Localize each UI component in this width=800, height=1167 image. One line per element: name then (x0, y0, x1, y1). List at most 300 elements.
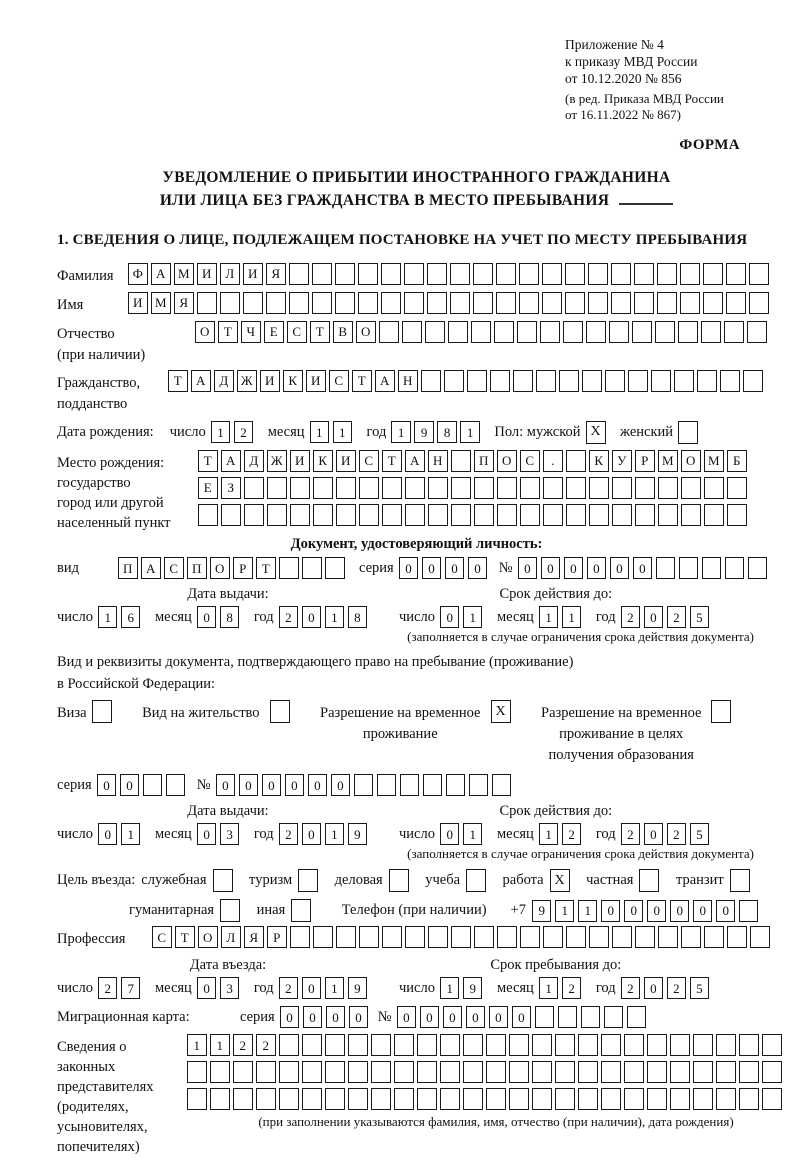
char-box[interactable]: Б (727, 450, 747, 472)
char-box[interactable]: 1 (187, 1034, 207, 1056)
char-box[interactable]: Я (266, 263, 286, 285)
char-box[interactable]: . (543, 450, 563, 472)
char-box[interactable]: В (333, 321, 353, 343)
char-box[interactable] (474, 504, 494, 526)
char-box[interactable] (486, 1088, 506, 1110)
char-box[interactable] (389, 869, 409, 892)
char-box[interactable]: С (164, 557, 184, 579)
char-box[interactable]: 1 (460, 421, 480, 443)
char-box[interactable]: 0 (564, 557, 584, 579)
char-box[interactable] (289, 292, 309, 314)
char-box[interactable] (681, 926, 701, 948)
char-box[interactable] (639, 869, 659, 892)
char-box[interactable] (210, 1088, 230, 1110)
char-box[interactable]: П (187, 557, 207, 579)
char-box[interactable]: Р (267, 926, 287, 948)
char-box[interactable] (359, 504, 379, 526)
char-box[interactable]: X (586, 421, 606, 444)
char-box[interactable] (670, 1034, 690, 1056)
char-box[interactable] (727, 477, 747, 499)
char-box[interactable] (532, 1034, 552, 1056)
char-box[interactable]: 2 (279, 606, 299, 628)
char-box[interactable] (581, 1006, 601, 1028)
char-box[interactable]: 0 (466, 1006, 486, 1028)
char-box[interactable] (371, 1034, 391, 1056)
char-box[interactable]: 1 (562, 606, 582, 628)
char-box[interactable] (474, 477, 494, 499)
char-box[interactable] (704, 477, 724, 499)
char-box[interactable]: 2 (279, 977, 299, 999)
char-box[interactable] (427, 292, 447, 314)
char-box[interactable] (679, 557, 699, 579)
char-box[interactable] (298, 869, 318, 892)
char-box[interactable] (730, 869, 750, 892)
char-box[interactable] (693, 1034, 713, 1056)
char-box[interactable] (509, 1088, 529, 1110)
char-box[interactable] (519, 263, 539, 285)
char-box[interactable] (750, 926, 770, 948)
char-box[interactable] (335, 292, 355, 314)
char-box[interactable]: М (704, 450, 724, 472)
char-box[interactable]: 2 (234, 421, 254, 443)
char-box[interactable]: 0 (670, 900, 690, 922)
char-box[interactable] (428, 926, 448, 948)
char-box[interactable] (497, 926, 517, 948)
char-box[interactable] (289, 263, 309, 285)
char-box[interactable] (425, 321, 445, 343)
char-box[interactable] (635, 926, 655, 948)
char-box[interactable] (658, 926, 678, 948)
char-box[interactable] (716, 1034, 736, 1056)
char-box[interactable]: 0 (633, 557, 653, 579)
char-box[interactable] (490, 370, 510, 392)
char-box[interactable] (605, 370, 625, 392)
char-box[interactable] (658, 504, 678, 526)
char-box[interactable] (565, 292, 585, 314)
char-box[interactable] (359, 926, 379, 948)
char-box[interactable] (604, 1006, 624, 1028)
char-box[interactable] (400, 774, 420, 796)
char-box[interactable]: 8 (437, 421, 457, 443)
char-box[interactable] (463, 1034, 483, 1056)
char-box[interactable]: X (550, 869, 570, 892)
char-box[interactable]: 9 (348, 823, 368, 845)
char-box[interactable] (635, 504, 655, 526)
char-box[interactable]: 1 (121, 823, 141, 845)
char-box[interactable] (371, 1061, 391, 1083)
char-box[interactable] (313, 926, 333, 948)
char-box[interactable]: 0 (399, 557, 419, 579)
char-box[interactable] (450, 263, 470, 285)
char-box[interactable]: А (141, 557, 161, 579)
char-box[interactable] (726, 292, 746, 314)
char-box[interactable]: 2 (98, 977, 118, 999)
char-box[interactable] (354, 774, 374, 796)
char-box[interactable] (716, 1061, 736, 1083)
char-box[interactable] (697, 370, 717, 392)
char-box[interactable]: У (612, 450, 632, 472)
char-box[interactable] (348, 1034, 368, 1056)
char-box[interactable]: 0 (624, 900, 644, 922)
char-box[interactable] (312, 292, 332, 314)
char-box[interactable]: И (336, 450, 356, 472)
char-box[interactable] (325, 1088, 345, 1110)
char-box[interactable]: С (287, 321, 307, 343)
char-box[interactable]: Р (233, 557, 253, 579)
char-box[interactable] (632, 321, 652, 343)
char-box[interactable]: 0 (239, 774, 259, 796)
char-box[interactable] (496, 263, 516, 285)
char-box[interactable]: 2 (667, 977, 687, 999)
char-box[interactable] (302, 1034, 322, 1056)
char-box[interactable] (348, 1061, 368, 1083)
char-box[interactable]: И (243, 263, 263, 285)
char-box[interactable]: 0 (98, 823, 118, 845)
char-box[interactable] (467, 370, 487, 392)
char-box[interactable] (635, 477, 655, 499)
char-box[interactable] (220, 292, 240, 314)
char-box[interactable]: Е (264, 321, 284, 343)
char-box[interactable] (446, 774, 466, 796)
char-box[interactable] (279, 1034, 299, 1056)
char-box[interactable]: 0 (303, 1006, 323, 1028)
char-box[interactable]: И (197, 263, 217, 285)
char-box[interactable]: Л (220, 263, 240, 285)
char-box[interactable] (471, 321, 491, 343)
char-box[interactable] (404, 263, 424, 285)
char-box[interactable] (394, 1061, 414, 1083)
char-box[interactable] (290, 926, 310, 948)
char-box[interactable] (382, 926, 402, 948)
char-box[interactable] (517, 321, 537, 343)
char-box[interactable]: Я (174, 292, 194, 314)
char-box[interactable]: Т (218, 321, 238, 343)
char-box[interactable] (566, 926, 586, 948)
char-box[interactable]: С (329, 370, 349, 392)
char-box[interactable]: 9 (348, 977, 368, 999)
char-box[interactable]: Ж (237, 370, 257, 392)
char-box[interactable]: 2 (233, 1034, 253, 1056)
char-box[interactable] (492, 774, 512, 796)
char-box[interactable]: 0 (349, 1006, 369, 1028)
char-box[interactable] (716, 1088, 736, 1110)
char-box[interactable]: 0 (644, 606, 664, 628)
char-box[interactable] (578, 1061, 598, 1083)
char-box[interactable] (336, 926, 356, 948)
char-box[interactable]: 1 (325, 606, 345, 628)
char-box[interactable]: 1 (391, 421, 411, 443)
char-box[interactable] (532, 1061, 552, 1083)
char-box[interactable] (417, 1034, 437, 1056)
char-box[interactable] (279, 1088, 299, 1110)
char-box[interactable]: 0 (197, 823, 217, 845)
char-box[interactable]: 0 (302, 606, 322, 628)
char-box[interactable] (624, 1034, 644, 1056)
char-box[interactable] (448, 321, 468, 343)
char-box[interactable] (535, 1006, 555, 1028)
char-box[interactable]: 6 (121, 606, 141, 628)
char-box[interactable] (197, 292, 217, 314)
char-box[interactable]: Е (198, 477, 218, 499)
char-box[interactable] (647, 1061, 667, 1083)
char-box[interactable]: 0 (422, 557, 442, 579)
char-box[interactable]: 0 (280, 1006, 300, 1028)
char-box[interactable] (377, 774, 397, 796)
char-box[interactable]: 0 (326, 1006, 346, 1028)
char-box[interactable]: 2 (621, 823, 641, 845)
char-box[interactable]: 1 (539, 977, 559, 999)
char-box[interactable] (532, 1088, 552, 1110)
char-box[interactable] (494, 321, 514, 343)
char-box[interactable] (302, 1088, 322, 1110)
char-box[interactable]: 0 (285, 774, 305, 796)
char-box[interactable]: Т (382, 450, 402, 472)
char-box[interactable] (221, 504, 241, 526)
char-box[interactable] (405, 504, 425, 526)
char-box[interactable] (743, 370, 763, 392)
char-box[interactable] (555, 1061, 575, 1083)
char-box[interactable]: К (283, 370, 303, 392)
title-blank-underline[interactable] (619, 189, 673, 205)
char-box[interactable]: Т (168, 370, 188, 392)
char-box[interactable] (428, 504, 448, 526)
char-box[interactable] (628, 370, 648, 392)
char-box[interactable] (348, 1088, 368, 1110)
char-box[interactable] (520, 504, 540, 526)
char-box[interactable]: Т (256, 557, 276, 579)
char-box[interactable]: 1 (333, 421, 353, 443)
char-box[interactable] (325, 557, 345, 579)
char-box[interactable]: X (491, 700, 511, 723)
char-box[interactable] (267, 477, 287, 499)
char-box[interactable]: 2 (256, 1034, 276, 1056)
char-box[interactable]: А (405, 450, 425, 472)
char-box[interactable] (739, 1034, 759, 1056)
char-box[interactable] (555, 1088, 575, 1110)
char-box[interactable]: 0 (716, 900, 736, 922)
char-box[interactable]: 0 (693, 900, 713, 922)
char-box[interactable] (290, 504, 310, 526)
char-box[interactable] (601, 1088, 621, 1110)
char-box[interactable]: С (359, 450, 379, 472)
char-box[interactable] (421, 370, 441, 392)
char-box[interactable] (601, 1034, 621, 1056)
char-box[interactable]: 5 (690, 823, 710, 845)
char-box[interactable] (540, 321, 560, 343)
char-box[interactable] (267, 504, 287, 526)
char-box[interactable] (402, 321, 422, 343)
char-box[interactable]: 1 (210, 1034, 230, 1056)
char-box[interactable]: П (474, 450, 494, 472)
char-box[interactable]: А (375, 370, 395, 392)
char-box[interactable]: И (260, 370, 280, 392)
char-box[interactable]: 1 (310, 421, 330, 443)
char-box[interactable] (720, 370, 740, 392)
char-box[interactable] (450, 292, 470, 314)
char-box[interactable] (325, 1034, 345, 1056)
char-box[interactable] (444, 370, 464, 392)
char-box[interactable] (655, 321, 675, 343)
char-box[interactable] (451, 450, 471, 472)
char-box[interactable]: 0 (644, 977, 664, 999)
char-box[interactable] (394, 1088, 414, 1110)
char-box[interactable] (543, 504, 563, 526)
char-box[interactable] (519, 292, 539, 314)
char-box[interactable] (469, 774, 489, 796)
char-box[interactable] (647, 1034, 667, 1056)
char-box[interactable] (451, 926, 471, 948)
char-box[interactable] (612, 504, 632, 526)
char-box[interactable] (611, 292, 631, 314)
char-box[interactable] (634, 263, 654, 285)
char-box[interactable] (634, 292, 654, 314)
char-box[interactable] (382, 504, 402, 526)
char-box[interactable] (405, 477, 425, 499)
char-box[interactable]: А (191, 370, 211, 392)
char-box[interactable] (520, 926, 540, 948)
char-box[interactable] (417, 1061, 437, 1083)
char-box[interactable] (749, 292, 769, 314)
char-box[interactable] (586, 321, 606, 343)
char-box[interactable]: О (497, 450, 517, 472)
char-box[interactable]: 1 (98, 606, 118, 628)
char-box[interactable]: М (658, 450, 678, 472)
char-box[interactable]: Д (214, 370, 234, 392)
char-box[interactable]: 3 (220, 977, 240, 999)
char-box[interactable]: Т (198, 450, 218, 472)
char-box[interactable] (657, 292, 677, 314)
char-box[interactable]: 1 (463, 823, 483, 845)
char-box[interactable]: Р (635, 450, 655, 472)
char-box[interactable] (486, 1034, 506, 1056)
char-box[interactable] (680, 263, 700, 285)
char-box[interactable]: 0 (440, 606, 460, 628)
char-box[interactable] (678, 321, 698, 343)
char-box[interactable] (451, 477, 471, 499)
char-box[interactable] (647, 1088, 667, 1110)
char-box[interactable] (657, 263, 677, 285)
char-box[interactable]: А (151, 263, 171, 285)
char-box[interactable] (423, 774, 443, 796)
char-box[interactable]: 0 (397, 1006, 417, 1028)
char-box[interactable] (463, 1088, 483, 1110)
char-box[interactable]: 2 (621, 606, 641, 628)
char-box[interactable]: 0 (216, 774, 236, 796)
char-box[interactable] (739, 1061, 759, 1083)
char-box[interactable]: 8 (348, 606, 368, 628)
char-box[interactable] (509, 1061, 529, 1083)
char-box[interactable]: 0 (420, 1006, 440, 1028)
char-box[interactable]: 0 (518, 557, 538, 579)
char-box[interactable] (279, 557, 299, 579)
char-box[interactable] (762, 1034, 782, 1056)
char-box[interactable] (266, 292, 286, 314)
char-box[interactable]: 2 (279, 823, 299, 845)
char-box[interactable] (256, 1088, 276, 1110)
char-box[interactable]: 2 (621, 977, 641, 999)
char-box[interactable]: 1 (440, 977, 460, 999)
char-box[interactable] (588, 263, 608, 285)
char-box[interactable] (394, 1034, 414, 1056)
char-box[interactable]: 0 (644, 823, 664, 845)
char-box[interactable]: 5 (690, 606, 710, 628)
char-box[interactable]: Ч (241, 321, 261, 343)
char-box[interactable]: О (681, 450, 701, 472)
char-box[interactable] (565, 263, 585, 285)
char-box[interactable] (749, 263, 769, 285)
char-box[interactable] (681, 504, 701, 526)
char-box[interactable] (762, 1061, 782, 1083)
char-box[interactable] (726, 263, 746, 285)
char-box[interactable] (543, 477, 563, 499)
char-box[interactable] (336, 504, 356, 526)
char-box[interactable]: С (152, 926, 172, 948)
char-box[interactable]: 1 (463, 606, 483, 628)
char-box[interactable] (336, 477, 356, 499)
char-box[interactable]: 9 (532, 900, 552, 922)
char-box[interactable] (566, 450, 586, 472)
char-box[interactable] (727, 504, 747, 526)
char-box[interactable]: 1 (211, 421, 231, 443)
char-box[interactable] (143, 774, 163, 796)
char-box[interactable]: 0 (587, 557, 607, 579)
char-box[interactable] (678, 421, 698, 444)
char-box[interactable] (486, 1061, 506, 1083)
char-box[interactable] (220, 899, 240, 922)
char-box[interactable] (612, 926, 632, 948)
char-box[interactable] (466, 869, 486, 892)
char-box[interactable]: 5 (690, 977, 710, 999)
char-box[interactable] (463, 1061, 483, 1083)
char-box[interactable] (473, 292, 493, 314)
char-box[interactable] (656, 557, 676, 579)
char-box[interactable] (680, 292, 700, 314)
char-box[interactable]: 1 (539, 823, 559, 845)
char-box[interactable] (243, 292, 263, 314)
char-box[interactable] (739, 900, 759, 922)
char-box[interactable] (702, 557, 722, 579)
char-box[interactable]: 8 (220, 606, 240, 628)
char-box[interactable]: 9 (414, 421, 434, 443)
char-box[interactable] (371, 1088, 391, 1110)
char-box[interactable]: И (128, 292, 148, 314)
char-box[interactable] (612, 477, 632, 499)
char-box[interactable] (693, 1061, 713, 1083)
char-box[interactable]: 0 (302, 823, 322, 845)
char-box[interactable] (381, 292, 401, 314)
char-box[interactable] (270, 700, 290, 723)
char-box[interactable]: И (306, 370, 326, 392)
char-box[interactable] (578, 1088, 598, 1110)
char-box[interactable] (302, 1061, 322, 1083)
char-box[interactable] (497, 477, 517, 499)
char-box[interactable] (312, 263, 332, 285)
char-box[interactable] (379, 321, 399, 343)
char-box[interactable] (520, 477, 540, 499)
char-box[interactable]: 1 (325, 977, 345, 999)
char-box[interactable]: З (221, 477, 241, 499)
char-box[interactable]: П (118, 557, 138, 579)
char-box[interactable] (578, 1034, 598, 1056)
char-box[interactable] (558, 1006, 578, 1028)
char-box[interactable]: М (151, 292, 171, 314)
char-box[interactable] (701, 321, 721, 343)
char-box[interactable] (427, 263, 447, 285)
char-box[interactable]: 0 (308, 774, 328, 796)
char-box[interactable] (624, 1088, 644, 1110)
char-box[interactable] (588, 292, 608, 314)
char-box[interactable] (762, 1088, 782, 1110)
